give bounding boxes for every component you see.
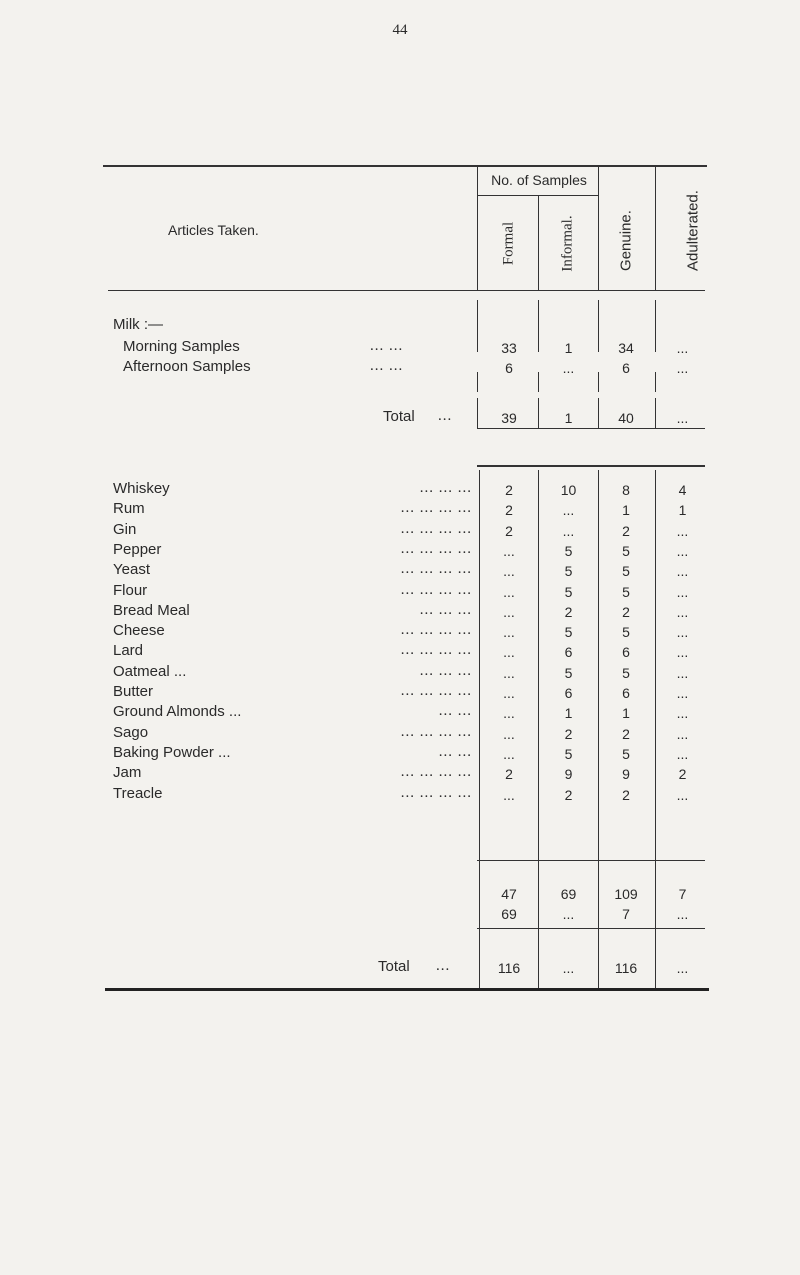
leader-dots: ... ... (438, 703, 472, 720)
leader-dots: ... ... (438, 743, 472, 760)
page-number: 44 (392, 22, 408, 38)
cell-adulterated: ... (676, 542, 689, 559)
cell-informal: ... (562, 522, 575, 539)
cell-informal: 9 (564, 766, 573, 783)
row-label: Gin (113, 520, 137, 538)
row-label: Ground Almonds ... (113, 703, 242, 721)
leader-dots: ... ... ... ... (400, 784, 472, 801)
leader-dots: ... ... ... ... (400, 723, 472, 740)
cell-formal: ... (503, 583, 515, 600)
cell-informal: 5 (564, 624, 573, 641)
cell-adulterated: 4 (678, 482, 687, 498)
cell-formal: 47 (501, 886, 517, 902)
cell-adulterated: ... (676, 360, 689, 376)
cell-genuine: 7 (622, 906, 630, 922)
cell-genuine: 2 (622, 522, 630, 539)
cell-adulterated: ... (676, 583, 689, 600)
cell-formal: ... (503, 786, 515, 803)
row-label: Butter (113, 683, 154, 700)
cell-adulterated: ... (676, 410, 689, 426)
cell-formal: ... (503, 563, 515, 580)
cell-genuine: 116 (614, 960, 638, 976)
cell-formal: 39 (501, 410, 517, 426)
cell-adulterated: ... (676, 644, 689, 661)
row-label: Pepper (113, 540, 162, 558)
cell-informal: 1 (564, 705, 573, 722)
cell-adulterated: ... (676, 563, 689, 580)
cell-genuine: 1 (622, 705, 630, 722)
row-label: Jam (113, 764, 142, 782)
cell-informal: 5 (564, 563, 573, 580)
milk-heading: Milk :— (113, 316, 163, 333)
cell-adulterated: ... (676, 522, 689, 539)
cell-genuine: 5 (622, 624, 630, 641)
column-header-adulterated: Adulterated. (684, 190, 702, 271)
cell-informal: 1 (564, 340, 573, 356)
cell-genuine: 5 (622, 583, 630, 600)
cell-informal: 2 (564, 603, 573, 620)
cell-formal: ... (503, 644, 515, 661)
leader-dots: ... ... ... ... (400, 683, 472, 699)
cell-informal: 6 (564, 644, 573, 661)
cell-informal: 5 (564, 745, 573, 762)
cell-informal: 5 (564, 542, 573, 559)
cell-genuine: 109 (614, 886, 638, 902)
cell-informal: 69 (560, 886, 577, 902)
cell-adulterated: ... (676, 786, 689, 803)
cell-genuine: 6 (622, 360, 630, 376)
row-label: Flour (113, 581, 148, 599)
leader-dots: ... ... ... ... (400, 520, 472, 537)
column-header-samples: No. of Samples (491, 172, 587, 188)
cell-formal: 69 (501, 906, 517, 922)
cell-adulterated: ... (676, 725, 689, 742)
cell-informal: 5 (564, 583, 573, 600)
cell-formal: ... (503, 542, 515, 559)
column-header-formal: Formal (500, 221, 517, 266)
leader-dots: ... ... ... ... (400, 622, 472, 639)
cell-formal: 2 (505, 766, 513, 783)
cell-genuine: 5 (622, 542, 630, 559)
cell-genuine: 2 (622, 786, 630, 803)
cell-genuine: 2 (622, 725, 630, 742)
cell-adulterated: ... (676, 906, 689, 922)
column-header-genuine: Genuine. (617, 210, 635, 271)
leader-dots: ... ... ... (419, 601, 472, 618)
cell-adulterated: ... (676, 745, 689, 762)
cell-adulterated: ... (676, 685, 689, 701)
cell-informal: ... (562, 502, 575, 519)
cell-formal: ... (503, 603, 515, 620)
total-label: Total (383, 408, 415, 425)
leader-dots: ... (438, 408, 453, 424)
cell-formal: 116 (497, 960, 521, 976)
cell-informal: 1 (564, 410, 573, 426)
cell-formal: ... (503, 745, 515, 762)
cell-formal: ... (503, 725, 515, 742)
cell-formal: 2 (505, 502, 513, 519)
leader-dots: ... ... ... ... (400, 500, 472, 517)
leader-dots: ... (436, 958, 451, 974)
cell-formal: ... (503, 664, 515, 681)
cell-informal: ... (562, 360, 575, 376)
leader-dots: ... ... ... ... (400, 764, 472, 781)
leader-dots: ... ... ... ... (400, 581, 472, 598)
row-label: Morning Samples (123, 338, 240, 355)
cell-genuine: 34 (618, 340, 634, 356)
cell-adulterated: ... (676, 603, 689, 620)
row-label: Rum (113, 500, 145, 518)
cell-formal: 6 (505, 360, 513, 376)
cell-formal: ... (503, 685, 515, 701)
cell-adulterated: 2 (678, 766, 687, 783)
cell-formal: 2 (505, 482, 513, 498)
leader-dots: ... ... ... (419, 662, 472, 679)
cell-informal: ... (562, 960, 575, 976)
row-label: Lard (113, 642, 144, 660)
cell-genuine: 8 (622, 482, 630, 498)
column-header-articles: Articles Taken. (168, 222, 259, 238)
row-label: Sago (113, 723, 149, 741)
leader-dots: ... ... ... (419, 480, 472, 496)
cell-informal: 5 (564, 664, 573, 681)
row-label: Afternoon Samples (123, 358, 251, 375)
cell-adulterated: 7 (678, 886, 687, 902)
cell-genuine: 9 (622, 766, 630, 783)
cell-genuine: 5 (622, 563, 630, 580)
cell-formal: 2 (505, 522, 513, 539)
cell-adulterated: 1 (678, 502, 687, 519)
cell-adulterated: ... (676, 340, 689, 356)
cell-informal: 2 (564, 725, 573, 742)
leader-dots: ... ... (370, 338, 404, 354)
cell-adulterated: ... (676, 664, 689, 681)
cell-genuine: 6 (622, 685, 630, 701)
row-label: Treacle (113, 784, 163, 802)
cell-adulterated: ... (676, 705, 689, 722)
leader-dots: ... ... ... ... (400, 561, 472, 578)
cell-genuine: 40 (618, 410, 634, 426)
row-label: Baking Powder ... (113, 743, 231, 761)
leader-dots: ... ... ... ... (400, 642, 472, 659)
cell-adulterated: ... (676, 624, 689, 641)
cell-formal: 33 (501, 340, 517, 356)
row-label: Yeast (113, 561, 150, 579)
cell-genuine: 5 (622, 745, 630, 762)
row-label: Oatmeal ... (113, 662, 187, 680)
leader-dots: ... ... ... ... (400, 540, 472, 557)
cell-genuine: 1 (622, 502, 630, 519)
row-label: Whiskey (113, 480, 170, 497)
leader-dots: ... ... (370, 358, 404, 374)
cell-genuine: 6 (622, 644, 630, 661)
cell-genuine: 5 (622, 664, 630, 681)
cell-informal: 6 (564, 685, 573, 701)
cell-informal: 10 (560, 482, 577, 498)
cell-informal: ... (562, 906, 575, 922)
cell-adulterated: ... (676, 960, 689, 976)
column-header-informal: Informal. (559, 215, 576, 272)
total-label: Total (378, 958, 410, 975)
row-label: Cheese (113, 622, 165, 640)
cell-genuine: 2 (622, 603, 630, 620)
cell-formal: ... (503, 624, 515, 641)
cell-formal: ... (503, 705, 515, 722)
row-label: Bread Meal (113, 601, 190, 619)
cell-informal: 2 (564, 786, 573, 803)
